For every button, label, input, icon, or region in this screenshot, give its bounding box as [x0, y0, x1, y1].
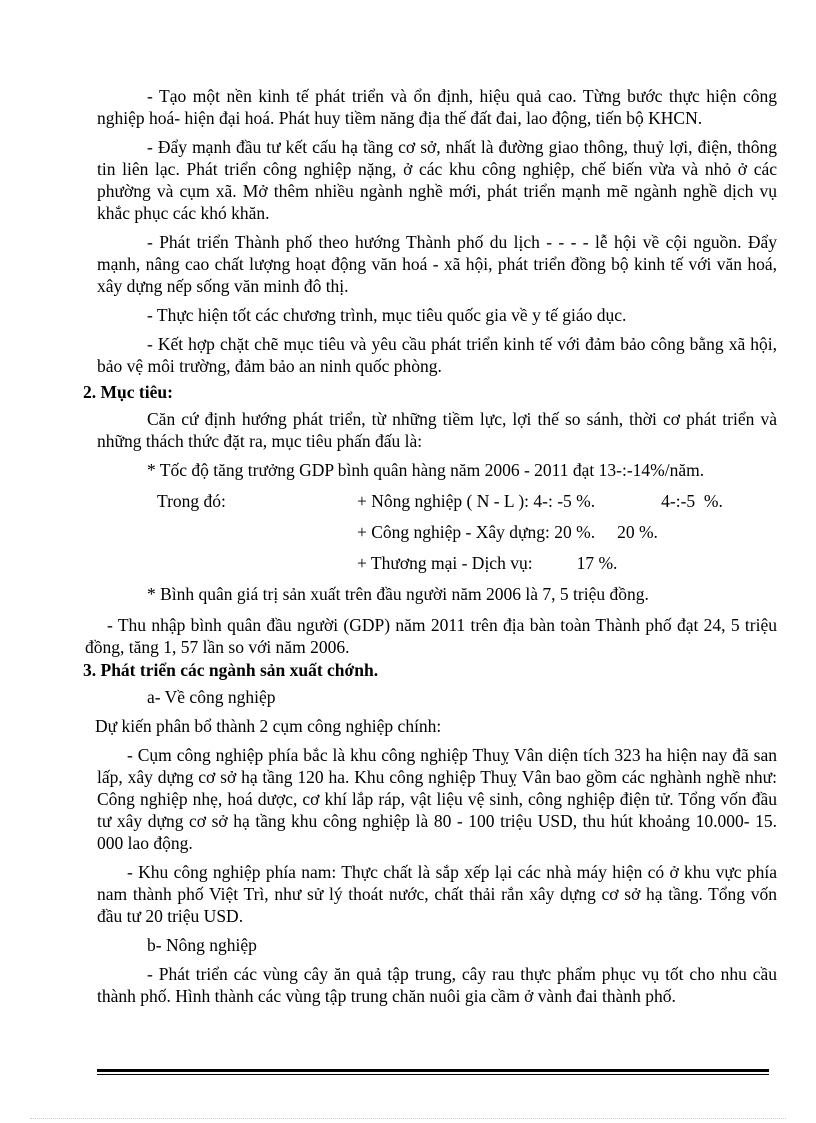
subsection-agriculture-heading: b- Nông nghiệp [147, 935, 257, 955]
paragraph-balance: - Kết hợp chặt chẽ mục tiêu và yêu cầu phát triển kinh tế với đảm bảo công bằng xã hội, bảo vệ môi trường, đảm bảo an ninh quốc phòng. [97, 334, 777, 376]
paragraph-programs: - Thực hiện tốt các chương trình, mục tiêu quốc gia về y tế giáo dục. [147, 305, 627, 325]
agriculture-extra: 4-:-5 %. [661, 491, 723, 511]
north-industrial-cluster: - Cụm công nghiệp phía bắc là khu công nghiệp Thuỵ Vân diện tích 323 ha hiện nay đã san lấp, xây dựng cơ sở hạ tầng 120 ha. Khu công nghiệp Thuỵ Vân bao gồm các nghành nghề như: Công nghiệp nhẹ, hoá dược, cơ khí lắp ráp, vật liệu vệ sinh, công nghiệp điện tử. Tổng vốn đầu tư xây dựng cơ sở hạ tầng khu công nghiệp là 80 - 100 triệu USD, thu hút khoảng 10.000- 15. 000 lao động. [97, 745, 777, 853]
industry-plan: Dự kiến phân bổ thành 2 cụm công nghiệp chính: [95, 716, 442, 736]
section-2-intro: Căn cứ định hướng phát triển, từ những tiềm lực, lợi thế so sánh, thời cơ phát triển và những thách thức đặt ra, mục tiêu phấn đấu là: [97, 409, 777, 451]
breakdown-industry-row [97, 521, 777, 543]
industry-extra: 20 %. [617, 522, 658, 542]
breakdown-trade-row [97, 552, 777, 574]
breakdown-agriculture-row [97, 490, 777, 512]
gdp-growth-target: * Tốc độ tăng trưởng GDP bình quân hàng năm 2006 - 2011 đạt 13-:-14%/năm. [147, 460, 705, 480]
industry-target: + Công nghiệp - Xây dựng: 20 %. [357, 522, 596, 542]
subsection-industry-heading: a- Về công nghiệp [147, 687, 276, 707]
footer-divider [97, 1069, 769, 1075]
agriculture-target: + Nông nghiệp ( N - L ): 4-: -5 %. [357, 491, 596, 511]
section-2-heading: 2. Mục tiêu: [83, 382, 173, 402]
production-value: * Bình quân giá trị sản xuất trên đầu người năm 2006 là 7, 5 triệu đồng. [147, 584, 649, 604]
breakdown-label: Trong đó: [157, 491, 226, 511]
document-body [83, 85, 777, 1014]
income-paragraph: - Thu nhập bình quân đầu người (GDP) năm 2011 trên địa bàn toàn Thành phố đạt 24, 5 triệu đồng, tăng 1, 57 lần so với năm 2006. [85, 615, 777, 657]
trade-target: + Thương mại - Dịch vụ: [357, 553, 533, 573]
agriculture-paragraph: - Phát triển các vùng cây ăn quả tập trung, cây rau thực phẩm phục vụ tốt cho nhu cầu thành phố. Hình thành các vùng tập trung chăn nuôi gia cầm ở vành đai thành phố. [97, 964, 777, 1006]
page-bottom-border [30, 1118, 786, 1119]
paragraph-tourism: - Phát triển Thành phố theo hướng Thành phố du lịch - - - - lễ hội về cội nguồn. Đẩy mạnh, nâng cao chất lượng hoạt động văn hoá - xã hội, phát triển đồng bộ kinh tế với văn hoá, xây dựng nếp sống văn minh đô thị. [97, 232, 777, 296]
section-3-heading: 3. Phát triển các ngành sản xuất chớnh. [83, 660, 379, 680]
trade-extra: 17 %. [576, 553, 618, 573]
paragraph-infrastructure: - Đẩy mạnh đầu tư kết cấu hạ tầng cơ sở, nhất là đường giao thông, thuỷ lợi, điện, thông tin liên lạc. Phát triển công nghiệp nặng, ở các khu công nghiệp, chế biến vừa và nhỏ ở các phường và cụm xã. Mở thêm nhiều ngành nghề mới, phát triển mạnh mẽ ngành nghề dịch vụ khắc phục các khó khăn. [97, 137, 777, 223]
paragraph-economy: - Tạo một nền kinh tế phát triển và ổn định, hiệu quả cao. Từng bước thực hiện công nghiệp hoá- hiện đại hoá. Phát huy tiềm năng địa thế đất đai, lao động, tiến bộ KHCN. [97, 86, 777, 128]
south-industrial-zone: - Khu công nghiệp phía nam: Thực chất là sắp xếp lại các nhà máy hiện có ở khu vực phía nam thành phố Việt Trì, như sử lý thoát nước, chất thải rắn xây dựng cơ sở hạ tầng. Tổng vốn đầu tư 20 triệu USD. [97, 862, 777, 926]
